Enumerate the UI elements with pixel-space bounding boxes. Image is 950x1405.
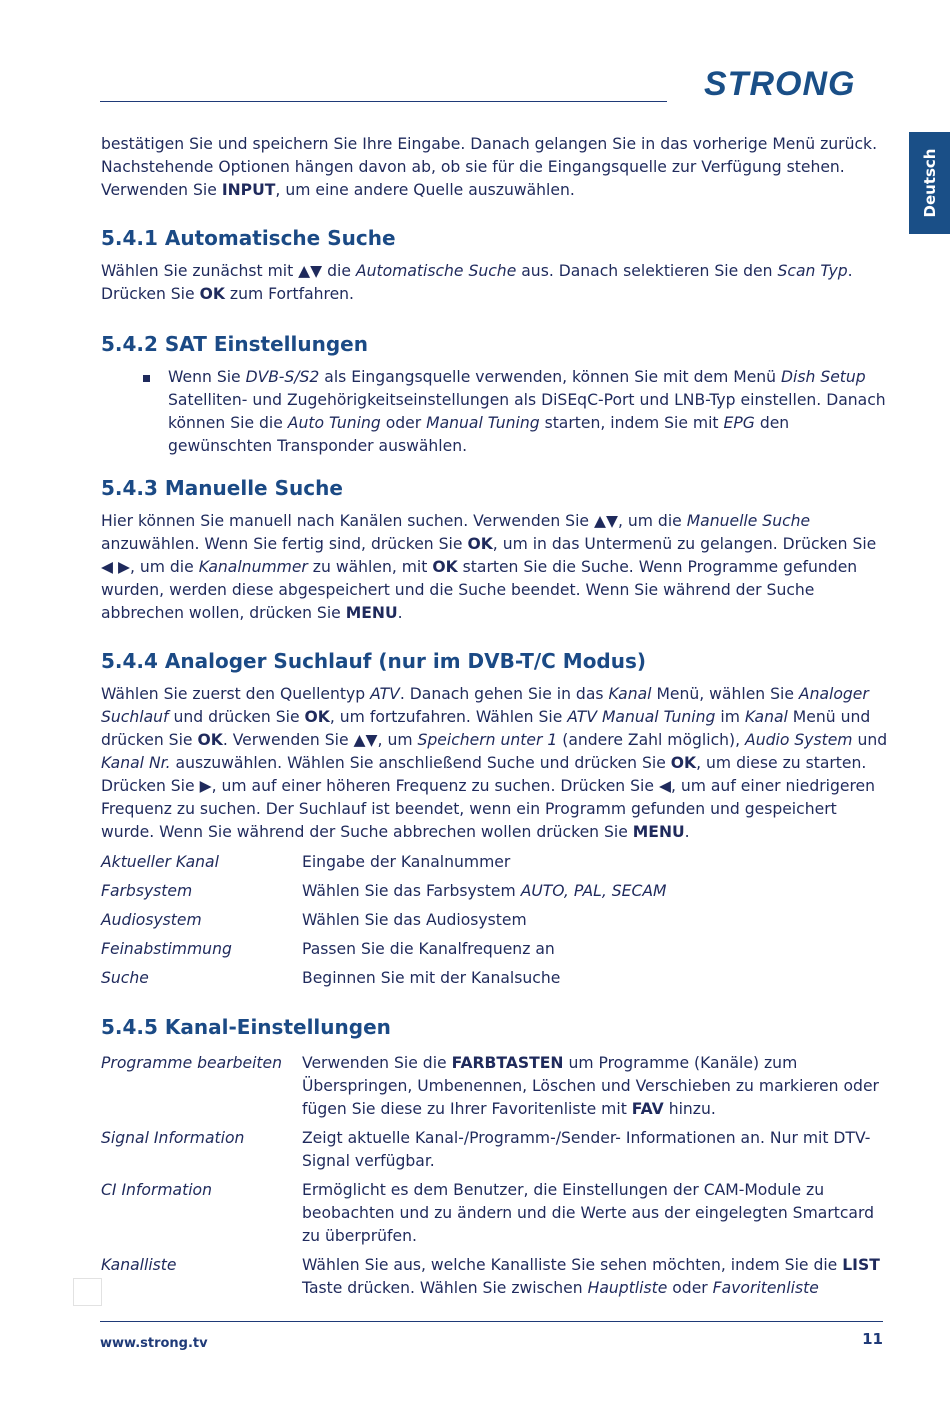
table-row: Programme bearbeiten Verwenden Sie die FARBTASTEN um Programme (Kanäle) zum Überspringen, Umbenennen, Löschen und Verschieben zu markieren oder fügen Sie diese zu Ihrer Favoritenliste mit FAV hinzu. — [101, 1054, 879, 1118]
language-tab — [909, 132, 950, 234]
strong-logo — [700, 62, 886, 102]
page-number: 11 — [862, 1330, 883, 1348]
table-row: Audiosystem Wählen Sie das Audiosystem — [101, 911, 527, 929]
table-row: Feinabstimmung Passen Sie die Kanalfrequenz an — [101, 940, 555, 958]
heading-5-4-3: 5.4.3 Manuelle Suche — [101, 476, 343, 500]
heading-5-4-4: 5.4.4 Analoger Suchlauf (nur im DVB-T/C Modus) — [101, 649, 647, 673]
channel-settings-table — [101, 1052, 891, 1300]
bullet-icon — [143, 375, 150, 382]
header-rule — [100, 101, 667, 102]
paragraph-5-4-3: Hier können Sie manuell nach Kanälen suchen. Verwenden Sie ▲▼, um die Manuelle Suche anzuwählen. Wenn Sie fertig sind, drücken Sie OK, um in das Untermenü zu gelangen. Drücken Sie ◀ ▶, um die Kanalnummer zu wählen, mit OK starten Sie die Suche. Wenn Programme gefunden wurden, werden diese abgespeichert und die Suche beendet. Wenn Sie während der Suche abbrechen wollen, drücken Sie MENU. — [101, 512, 877, 622]
list-5-4-2 — [101, 366, 891, 458]
table-row: Kanalliste Wählen Sie aus, welche Kanalliste Sie sehen möchten, indem Sie die LIST Taste drücken. Wählen Sie zwischen Hauptliste oder Favoritenliste — [101, 1256, 880, 1297]
page-content — [101, 133, 891, 1300]
svg-text:STRONG: STRONG — [704, 65, 856, 102]
list-item: Wenn Sie DVB-S/S2 als Eingangsquelle verwenden, können Sie mit dem Menü Dish Setup Satelliten- und Zugehörigkeitseinstellungen als DiSEqC-Port und LNB-Typ einstellen. Danach können Sie die Auto Tuning oder Manual Tuning starten, indem Sie mit EPG den gewünschten Transponder auswählen. — [101, 366, 891, 458]
paragraph-5-4-4: Wählen Sie zuerst den Quellentyp ATV. Danach gehen Sie in das Kanal Menü, wählen Sie Analoger Suchlauf und drücken Sie OK, um fortzufahren. Wählen Sie ATV Manual Tuning im Kanal Menü und drücken Sie OK. Verwenden Sie ▲▼, um Speichern unter 1 (andere Zahl möglich), Audio System und Kanal Nr. auszuwählen. Wählen Sie anschließend Suche und drücken Sie OK, um diese zu starten. Drücken Sie ▶, um auf einer höheren Frequenz zu suchen. Drücken Sie ◀, um auf einer niedrigeren Frequenz zu suchen. Der Suchlauf ist beendet, wenn ein Programm gefunden und gespeichert wurde. Wenn Sie während der Suche abbrechen wollen drücken Sie MENU. — [101, 685, 888, 841]
table-row: CI Information Ermöglicht es dem Benutzer, die Einstellungen der CAM-Module zu beobachten und zu ändern und die Werte aus der eingelegten Smartcard zu überprüfen. — [101, 1181, 875, 1245]
heading-5-4-1: 5.4.1 Automatische Suche — [101, 226, 396, 250]
table-row: Farbsystem Wählen Sie das Farbsystem AUTO, PAL, SECAM — [101, 882, 667, 900]
heading-5-4-2: 5.4.2 SAT Einstellungen — [101, 332, 368, 356]
page-corner-mark — [73, 1278, 102, 1306]
footer-rule — [100, 1321, 883, 1322]
paragraph-5-4-1: Wählen Sie zunächst mit ▲▼ die Automatische Suche aus. Danach selektieren Sie den Scan Typ. Drücken Sie OK zum Fortfahren. — [101, 262, 853, 303]
table-row: Suche Beginnen Sie mit der Kanalsuche — [101, 969, 561, 987]
intro-paragraph: bestätigen Sie und speichern Sie Ihre Eingabe. Danach gelangen Sie in das vorherige Menü zurück. Nachstehende Optionen hängen davon ab, ob sie für die Eingangsquelle zur Verfügung stehen. Verwenden Sie INPUT, um eine andere Quelle auszuwählen. — [101, 135, 878, 199]
table-row: Aktueller Kanal Eingabe der Kanalnummer — [101, 853, 511, 871]
analog-options-table — [101, 851, 891, 990]
language-tab-label: Deutsch — [920, 148, 939, 218]
heading-5-4-5: 5.4.5 Kanal-Einstellungen — [101, 1015, 391, 1039]
table-row: Signal Information Zeigt aktuelle Kanal-/Programm-/Sender- Informationen an. Nur mit DTV-Signal verfügbar. — [101, 1129, 871, 1170]
footer-url[interactable]: www.strong.tv — [100, 1336, 208, 1351]
